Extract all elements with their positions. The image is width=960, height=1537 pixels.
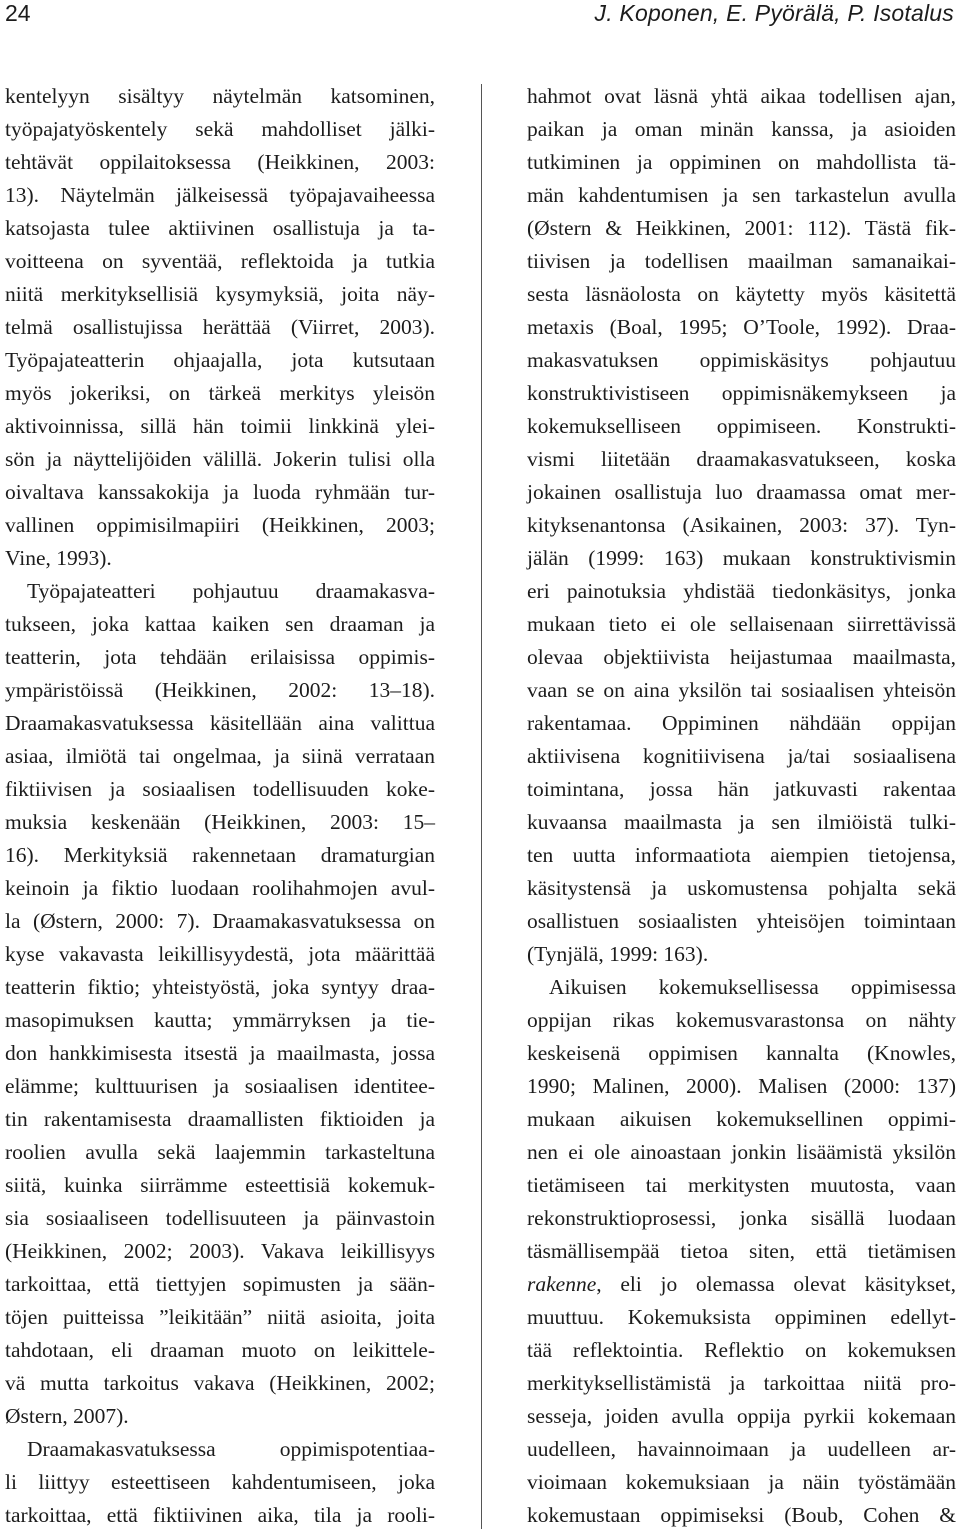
text-line: oppijan rikas kokemusvarastonsa on nähty bbox=[527, 1008, 956, 1032]
text-line: li liittyy esteettiseen kahdentumiseen, joka bbox=[5, 1470, 435, 1494]
text-line: tahdotaan, eli draaman muoto on leikittele- bbox=[5, 1338, 435, 1362]
text-line: fiktiivisen ja sosiaalisen todellisuuden koke- bbox=[5, 777, 435, 801]
right-text-column bbox=[527, 80, 956, 1532]
text-line: myös jokeriksi, on tärkeä merkitys yleisön bbox=[5, 381, 435, 405]
text-line: keinoin ja fiktio luodaan roolihahmojen avul- bbox=[5, 876, 435, 900]
text-line: Aikuisen kokemuksellisessa oppimisessa bbox=[549, 975, 956, 999]
text-line: jokainen osallistuja luo draamassa omat mer- bbox=[527, 480, 956, 504]
text-line: hahmot ovat läsnä yhtä aikaa todellisen ajan, bbox=[527, 84, 956, 108]
text-line: sia sosiaaliseen todellisuuteen ja päinvastoin bbox=[5, 1206, 435, 1230]
text-line: aktiivisena kognitiivisena ja/tai sosiaalisena bbox=[527, 744, 956, 768]
text-line: aktivoinnissa, sillä hän toimii linkkinä ylei- bbox=[5, 414, 435, 438]
text-line: katsojasta tulee aktiivinen osallistuja ja ta- bbox=[5, 216, 435, 240]
text-line: kityksenantonsa (Asikainen, 2003: 37). Tyn- bbox=[527, 513, 956, 537]
text-line: muksia keskenään (Heikkinen, 2003: 15– bbox=[5, 810, 435, 834]
text-line: oivaltava kanssakokija ja luoda ryhmään tur- bbox=[5, 480, 435, 504]
text-line: paikan ja oman minän kanssa, ja asioiden bbox=[527, 117, 956, 141]
text-line: teatterin fiktio; yhteistyöstä, joka syntyy draa- bbox=[5, 975, 435, 999]
text-line: vismi liitetään draamakasvatukseen, koska bbox=[527, 447, 956, 471]
text-line: uudelleen, havainnoimaan ja uudelleen ar- bbox=[527, 1437, 956, 1461]
text-line: rakentamaa. Oppiminen nähdään oppijan bbox=[527, 711, 956, 735]
text-line: roolien avulla sekä laajemmin tarkasteltuna bbox=[5, 1140, 435, 1164]
text-line: vä mutta tarkoitus vakava (Heikkinen, 2002; bbox=[5, 1371, 435, 1395]
text-line: osallistuen sosiaalisten yhteisöjen toimintaan bbox=[527, 909, 956, 933]
text-line: Østern, 2007). bbox=[5, 1404, 129, 1428]
text-line: metaxis (Boal, 1995; O’Toole, 1992). Draa- bbox=[527, 315, 956, 339]
text-line: jälän (1999: 163) mukaan konstruktivismin bbox=[527, 546, 956, 570]
text-line: toimintana, jossa hän jatkuvasti rakentaa bbox=[527, 777, 956, 801]
text-line: merkityksellistämistä ja tarkoittaa niitä pro- bbox=[527, 1371, 956, 1395]
text-line: kentelyyn sisältyy näytelmän katsominen, bbox=[5, 84, 435, 108]
text-line: 13). Näytelmän jälkeisessä työpajavaiheessa bbox=[5, 183, 435, 207]
text-line: Draamakasvatuksessa oppimispotentiaa- bbox=[27, 1437, 435, 1461]
text-line: (Tynjälä, 1999: 163). bbox=[527, 942, 709, 966]
italic-term: rakenne bbox=[527, 1272, 597, 1296]
text-line: sesta läsnäolosta on käytetty myös käsitettä bbox=[527, 282, 956, 306]
left-text-column bbox=[5, 80, 435, 1532]
text-line: masopimuksen kautta; ymmärryksen ja tie- bbox=[5, 1008, 435, 1032]
text-line: Draamakasvatuksessa käsitellään aina valittua bbox=[5, 711, 435, 735]
text-line: kokemustaan oppimiseksi (Boub, Cohen & bbox=[527, 1503, 956, 1527]
text-line: kuvaansa maailmasta ja sen ilmiöistä tulki- bbox=[527, 810, 956, 834]
text-line: tarkoittaa, että fiktiivinen aika, tila ja rooli- bbox=[5, 1503, 435, 1527]
text-line: työpajatyöskentely sekä mahdolliset jälki- bbox=[5, 117, 435, 141]
text-line: sön ja näyttelijöiden välillä. Jokerin tulisi olla bbox=[5, 447, 435, 471]
text-line: siitä, kuinka siirrämme esteettisiä kokemuk- bbox=[5, 1173, 435, 1197]
text-line: rakenne, eli jo olemassa olevat käsitykset, bbox=[527, 1272, 956, 1296]
text-line: konstruktivistiseen oppimisnäkemykseen ja bbox=[527, 381, 956, 405]
text-line: makasvatuksen oppimiskäsitys pohjautuu bbox=[527, 348, 956, 372]
text-line: töjen puitteissa ”leikitään” niitä asioita, joita bbox=[5, 1305, 435, 1329]
text-line: keskeisenä oppimisen kannalta (Knowles, bbox=[527, 1041, 956, 1065]
text-line: kyse vakavasta leikillisyydestä, jota määrittää bbox=[5, 942, 435, 966]
text-line: vaan se on aina yksilön tai sosiaalisen yhteisön bbox=[527, 678, 956, 702]
text-line: tietämiseen tai merkitysten muutosta, vaan bbox=[527, 1173, 956, 1197]
text-line: mukaan tieto ei ole sellaisenaan siirrettävissä bbox=[527, 612, 956, 636]
text-line: tin rakentamisesta draamallisten fiktioiden ja bbox=[5, 1107, 435, 1131]
text-line: Vine, 1993). bbox=[5, 546, 112, 570]
text-line: 1990; Malinen, 2000). Malisen (2000: 137) bbox=[527, 1074, 956, 1098]
text-line: kokemukselliseen oppimiseen. Konstrukti- bbox=[527, 414, 956, 438]
column-divider bbox=[481, 84, 482, 1529]
text-line: ten uutta informaatiota aiempien tietojensa, bbox=[527, 843, 956, 867]
text-line: teatterin, jota tehdään erilaisissa oppimis- bbox=[5, 645, 435, 669]
text-line: vallinen oppimisilmapiiri (Heikkinen, 2003; bbox=[5, 513, 435, 537]
page-number: 24 bbox=[5, 0, 31, 26]
text-line: asiaa, ilmiötä tai ongelmaa, ja siinä verrataan bbox=[5, 744, 435, 768]
text-line: tarkoittaa, että tiettyjen sopimusten ja sään- bbox=[5, 1272, 435, 1296]
text-line: eri painotuksia yhdistää tiedonkäsitys, jonka bbox=[527, 579, 956, 603]
text-line: nen ei ole ainoastaan jonkin lisäämistä yksilön bbox=[527, 1140, 956, 1164]
text-line: la (Østern, 2000: 7). Draamakasvatuksessa on bbox=[5, 909, 435, 933]
text-line: käsitystensä ja uskomustensa pohjalta sekä bbox=[527, 876, 956, 900]
text-line: tutkiminen ja oppiminen on mahdollista tä- bbox=[527, 150, 956, 174]
text-line: vioimaan kokemuksiaan ja näin työstämään bbox=[527, 1470, 956, 1494]
text-line: telmä osallistujissa herättää (Viirret, 2003). bbox=[5, 315, 435, 339]
text-line: olevaa objektiivista heijastumaa maailmasta, bbox=[527, 645, 956, 669]
text-line: (Heikkinen, 2002; 2003). Vakava leikillisyys bbox=[5, 1239, 435, 1263]
text-line: elämme; kulttuurisen ja sosiaalisen identitee- bbox=[5, 1074, 435, 1098]
text-line: muuttuu. Kokemuksista oppiminen edellyt- bbox=[527, 1305, 956, 1329]
text-line: täsmällisempää tietoa siten, että tietämisen bbox=[527, 1239, 956, 1263]
text-line: rekonstruktioprosessi, jonka sisällä luodaan bbox=[527, 1206, 956, 1230]
text-line: tehtävät oppilaitoksessa (Heikkinen, 2003: bbox=[5, 150, 435, 174]
text-line: 16). Merkityksiä rakennetaan dramaturgian bbox=[5, 843, 435, 867]
text-line: don hankkimisesta itsestä ja maailmasta, jossa bbox=[5, 1041, 435, 1065]
text-line: ympäristöissä (Heikkinen, 2002: 13–18). bbox=[5, 678, 435, 702]
text-line: tää reflektointia. Reflektio on kokemuksen bbox=[527, 1338, 956, 1362]
text-line: tukseen, joka kattaa kaiken sen draaman ja bbox=[5, 612, 435, 636]
text-line: mukaan aikuisen kokemuksellinen oppimi- bbox=[527, 1107, 956, 1131]
text-line: niitä merkityksellisiä kysymyksiä, joita näy- bbox=[5, 282, 435, 306]
running-head: J. Koponen, E. Pyörälä, P. Isotalus bbox=[594, 0, 954, 26]
text-line: Työpajateatterin ohjaajalla, jota kutsutaan bbox=[5, 348, 435, 372]
text-line: tiivisen ja todellisen maailman samanaikai- bbox=[527, 249, 956, 273]
text-line: sesseja, joiden avulla oppija pyrkii kokemaan bbox=[527, 1404, 956, 1428]
text-line: voitteena on syventää, reflektoida ja tutkia bbox=[5, 249, 435, 273]
text-line: män kahdentumisen ja sen tarkastelun avulla bbox=[527, 183, 956, 207]
text-line: (Østern & Heikkinen, 2001: 112). Tästä fik- bbox=[527, 216, 956, 240]
text-line: Työpajateatteri pohjautuu draamakasva- bbox=[27, 579, 435, 603]
